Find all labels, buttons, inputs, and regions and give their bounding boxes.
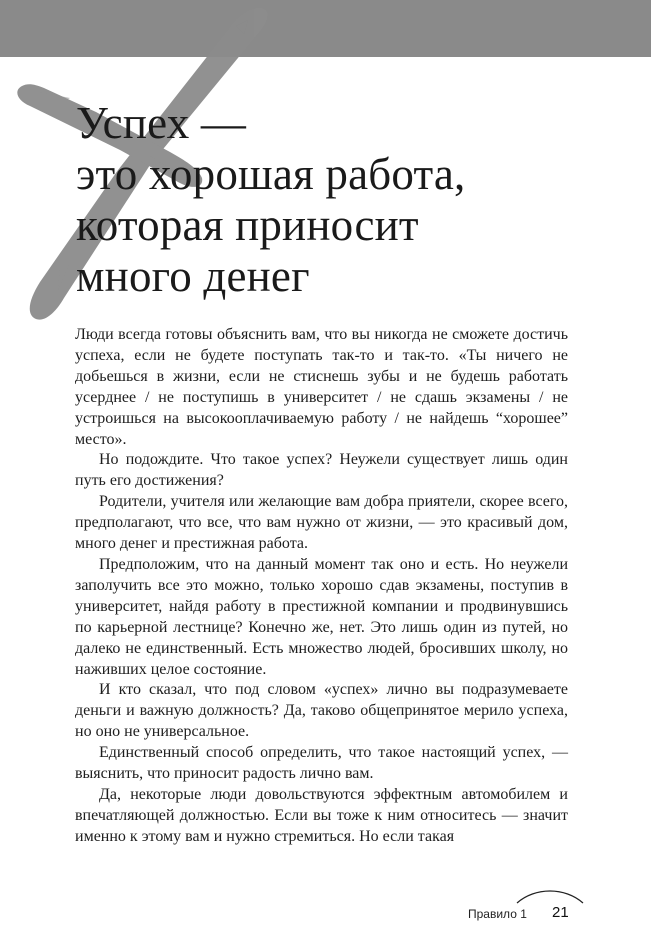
title-line-4: много денег <box>76 251 310 301</box>
paragraph: И кто сказал, что под словом «успех» лично вы подразумеваете деньги и важную должность? Да, таково общепринятое мерило успеха, но оно не универсальное. <box>75 681 568 741</box>
paragraph: Единственный способ определить, что такое настоящий успех, — выяснить, что приносит радость лично вам. <box>75 744 568 783</box>
footer-arc-decoration <box>515 885 585 905</box>
page-number: 21 <box>552 904 569 921</box>
paragraph: Люди всегда готовы объяснить вам, что вы никогда не сможете достичь успеха, если не будете поступать так-то и так-то. «Ты ничего не добьешься в жизни, если не стиснешь зубы и не будешь работать усерднее / не поступишь в университет / не сдашь экзамены / не устроишься на высокооплачиваемую работу / не найдешь “хорошее” место». <box>75 326 568 448</box>
title-line-2: это хорошая работа, <box>76 149 466 199</box>
paragraph: Да, некоторые люди довольствуются эффектным автомобилем и впечатляющей должностью. Если вы тоже к ним относитесь — значит именно к этому вам и нужно стремиться. Но если такая <box>75 785 568 845</box>
paragraph: Родители, учителя или желающие вам добра приятели, скорее всего, предполагают, что все, что вам нужно от жизни, — это красивый дом, много денег и престижная работа. <box>75 493 568 553</box>
title-line-3: которая приносит <box>76 200 419 250</box>
paragraph: Предположим, что на данный момент так оно и есть. Но неужели заполучить все это можно, только хорошо сдав экзамены, поступив в университет, найдя работу в престижной компании и продвинувшись по карьерной лестнице? Конечно же, нет. Это лишь один из путей, но далеко не единственный. Есть множество людей, бросивших школу, но наживших целое состояние. <box>75 555 568 678</box>
chapter-title <box>76 98 636 302</box>
body-text <box>75 325 568 848</box>
footer-section-label: Правило 1 <box>468 907 527 921</box>
title-line-1: Успех — <box>76 98 247 148</box>
paragraph: Но подождите. Что такое успех? Неужели существует лишь один путь его достижения? <box>75 451 568 490</box>
